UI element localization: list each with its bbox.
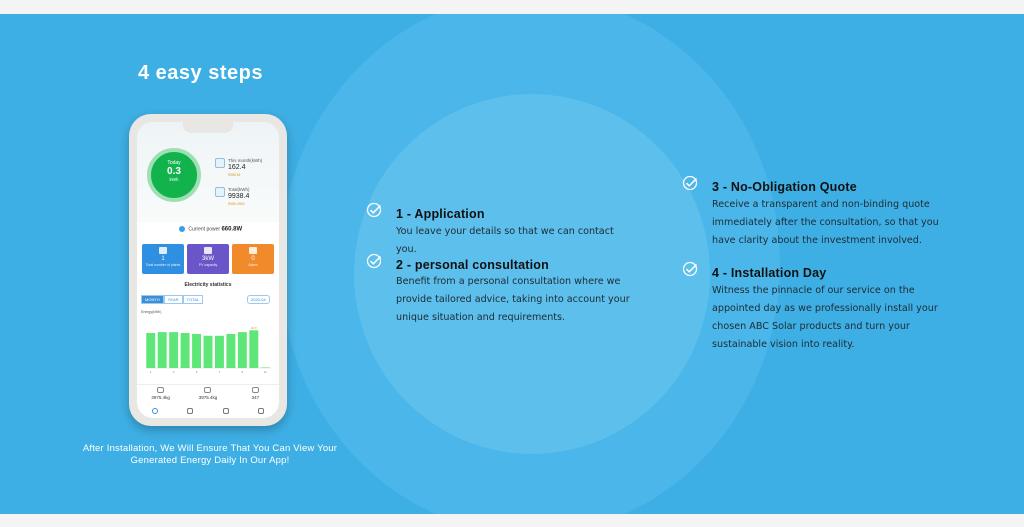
chart-bar xyxy=(204,336,213,368)
step-text: Benefit from a personal consultation where we provide tailored advice, taking into account your unique situation and requirements. xyxy=(396,276,630,323)
tile-value: 0 xyxy=(251,256,255,262)
phone-notch xyxy=(183,122,233,133)
step-title: 4 - Installation Day xyxy=(712,266,827,280)
check-circle-icon xyxy=(366,253,382,269)
check-circle-icon xyxy=(682,261,698,277)
today-energy-gauge xyxy=(147,148,201,202)
tree-icon xyxy=(252,387,259,393)
chart-bar xyxy=(158,332,167,368)
section-headline: 4 easy steps xyxy=(138,62,263,84)
chart-y-label: Energy(kWh) xyxy=(141,310,162,314)
tile-value: 3kW xyxy=(202,256,214,262)
coal-stat xyxy=(184,385,231,408)
tile-capacity[interactable] xyxy=(187,244,229,274)
top-bar xyxy=(0,0,1024,14)
current-power xyxy=(179,226,242,232)
bar-chart-icon xyxy=(215,187,225,197)
bottom-bar xyxy=(0,514,1024,527)
tile-alarm[interactable] xyxy=(232,244,274,274)
current-power-value: 660.8W xyxy=(221,226,243,233)
tile-plants[interactable] xyxy=(142,244,184,274)
total-stat-tag: RMB 4969 xyxy=(228,202,245,206)
current-power-label: Current power xyxy=(188,226,221,233)
tree-stat xyxy=(232,385,279,408)
chart-bar xyxy=(192,334,201,368)
chart-bar xyxy=(249,330,258,368)
tile-label: PV capacity xyxy=(198,263,218,267)
stats-title: Electricity statistics xyxy=(184,282,232,288)
profile-nav-icon[interactable] xyxy=(258,408,264,414)
chart-bar xyxy=(261,367,270,368)
chart-bar xyxy=(226,334,235,368)
date-picker-button[interactable]: 2020-04 xyxy=(247,295,270,304)
chart-bar xyxy=(146,333,155,368)
gauge-unit: kWh xyxy=(169,177,179,182)
step-text: Witness the pinnacle of our service on the appointed day as we professionally install your chosen ABC Solar products and turn your sustainable vision into reality. xyxy=(712,285,938,350)
house-icon xyxy=(159,247,167,254)
app-screen xyxy=(137,122,279,418)
tree-value: 347 xyxy=(251,395,260,400)
month-stat-label: This month(kWh) xyxy=(228,158,263,163)
tab-total[interactable]: TOTAL xyxy=(183,295,204,304)
app-caption: After Installation, We Will Ensure That You Can View Your Generated Energy Daily In Our App! xyxy=(82,443,338,466)
step-text: You leave your details so that we can contact you. xyxy=(396,226,614,255)
chat-nav-icon[interactable] xyxy=(223,408,229,414)
chart-tick-label: 9 xyxy=(241,370,244,374)
step-text: Receive a transparent and non-binding quote immediately after the consultation, so that you have clarity about the investment involved. xyxy=(712,199,939,246)
gauge-value: 0.3 xyxy=(167,166,181,177)
period-tabs xyxy=(141,295,203,304)
shield-nav-icon[interactable] xyxy=(187,408,193,414)
check-circle-icon xyxy=(682,175,698,191)
home-nav-icon[interactable] xyxy=(152,408,158,414)
building-icon xyxy=(249,247,257,254)
tile-value: 1 xyxy=(161,256,165,262)
month-stat-tag: RMB 81 xyxy=(228,173,241,177)
step-title: 3 - No-Obligation Quote xyxy=(712,180,857,194)
total-stat-label: Total(kWh) xyxy=(228,187,250,192)
tile-label: Alarm xyxy=(248,263,258,267)
speedometer-icon xyxy=(204,247,212,254)
calendar-icon xyxy=(215,158,225,168)
co2-stat xyxy=(137,385,184,408)
co2-icon xyxy=(157,387,164,393)
step-title: 1 - Application xyxy=(396,207,485,221)
tile-label: Total number of plants xyxy=(145,263,181,267)
chart-bar xyxy=(181,333,190,368)
summary-tiles xyxy=(142,244,274,274)
chart-bar xyxy=(215,336,224,368)
coal-value: 3975.4kg xyxy=(198,395,218,400)
environment-stats xyxy=(137,384,279,408)
chart-tick-label: 3 xyxy=(172,370,175,374)
energy-bar-chart xyxy=(145,316,271,376)
gauge-label: Today xyxy=(167,160,181,166)
chart-tick-label: 7 xyxy=(218,370,221,374)
chart-tick-label: 1 xyxy=(149,370,152,374)
co2-value: 3975.4kg xyxy=(151,395,170,400)
app-bottom-nav xyxy=(137,408,279,418)
check-circle-icon xyxy=(366,202,382,218)
tab-year[interactable]: YEAR xyxy=(164,295,183,304)
chart-tick-label: 11 xyxy=(263,370,267,374)
total-stat-value: 9938.4 xyxy=(228,193,250,200)
chart-bar xyxy=(238,332,247,368)
steps-section xyxy=(0,14,1024,514)
phone-mockup xyxy=(129,114,287,426)
tab-month[interactable]: MONTH xyxy=(141,295,164,304)
step-title: 2 - personal consultation xyxy=(396,258,549,272)
chart-data-label: 20.8 xyxy=(250,325,257,330)
chart-bar xyxy=(169,332,178,368)
power-icon xyxy=(179,226,185,232)
month-stat-value: 162.4 xyxy=(228,164,246,171)
chart-tick-label: 5 xyxy=(195,370,198,374)
coal-icon xyxy=(204,387,211,393)
